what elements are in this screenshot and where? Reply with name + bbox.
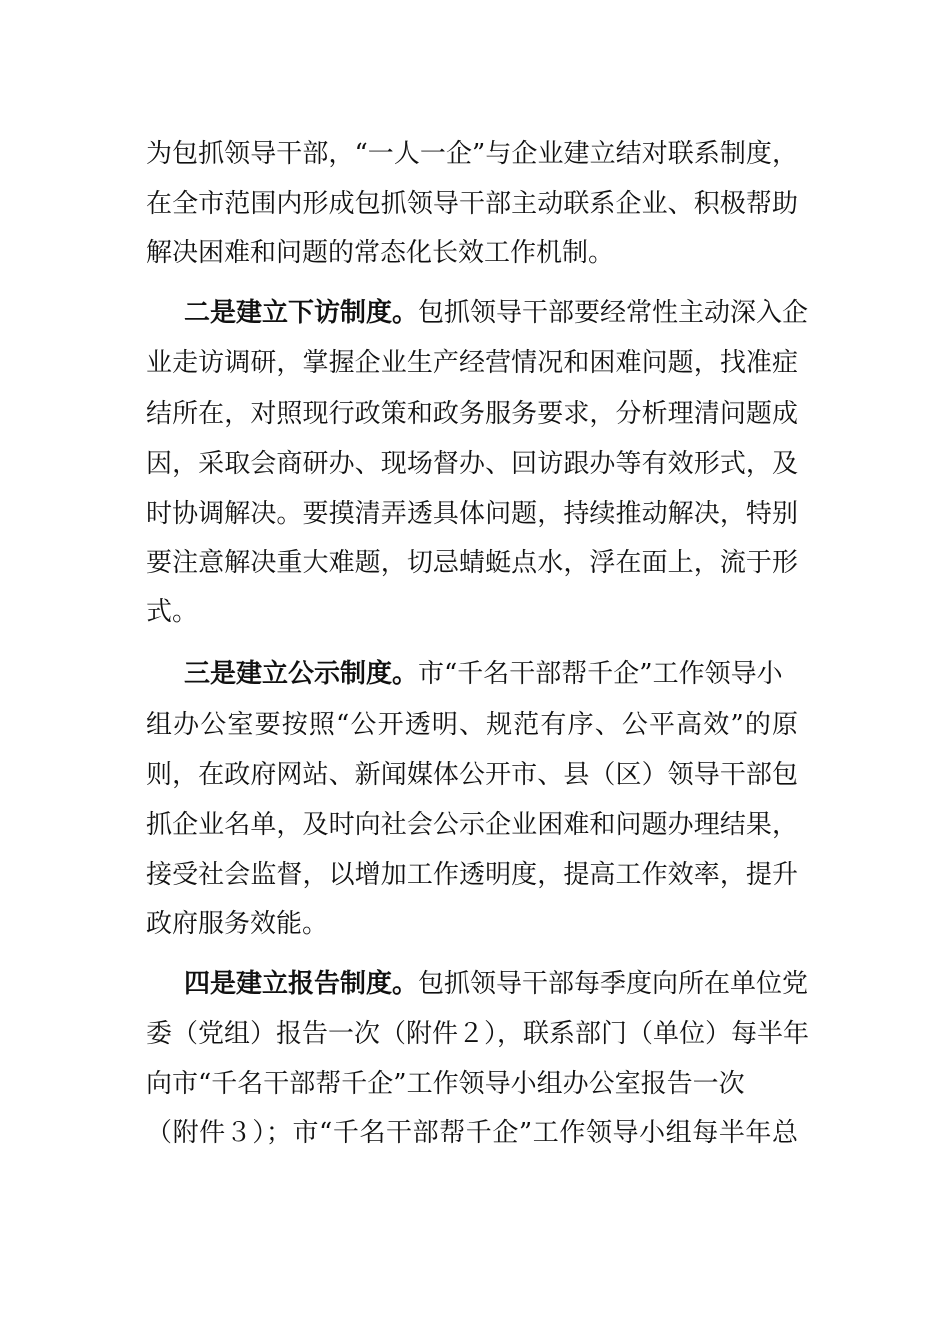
text-line: 因，采取会商研办、现场督办、回访跟办等有效形式，及 [146, 449, 798, 479]
text-line: 则，在政府网站、新闻媒体公开市、县（区）领导干部包 [146, 760, 798, 790]
text-line: 时协调解决。要摸清弄透具体问题，持续推动解决，特别 [146, 499, 798, 529]
paragraph-first-line [184, 964, 809, 1004]
text-line: 向市“千名干部帮千企”工作领导小组办公室报告一次 [146, 1069, 745, 1099]
text-line: （附件３）；市“千名干部帮千企”工作领导小组每半年总 [146, 1118, 798, 1148]
text-line: 抓企业名单，及时向社会公示企业困难和问题办理结果， [146, 810, 798, 840]
text-line: 为包抓领导干部，“一人一企”与企业建立结对联系制度， [146, 139, 798, 169]
text-run: 包抓领导干部每季度向所在单位党 [418, 969, 809, 999]
section-heading-publicity-system: 三是建立公示制度。 [184, 659, 419, 689]
text-line: 结所在，对照现行政策和政务服务要求，分析理清问题成 [146, 399, 798, 429]
text-line: 接受社会监督，以增加工作透明度，提高工作效率，提升 [146, 860, 798, 890]
paragraph-first-line [184, 293, 809, 333]
text-line: 业走访调研，掌握企业生产经营情况和困难问题，找准症 [146, 348, 798, 378]
text-run: 包抓领导干部要经常性主动深入企 [418, 298, 809, 328]
text-line: 解决困难和问题的常态化长效工作机制。 [146, 238, 615, 268]
text-line: 在全市范围内形成包抓领导干部主动联系企业、积极帮助 [146, 189, 798, 219]
section-heading-report-system: 四是建立报告制度。 [184, 969, 419, 999]
text-line: 委（党组）报告一次（附件２），联系部门（单位）每半年 [146, 1019, 810, 1049]
text-run: 市“千名干部帮千企”工作领导小 [418, 659, 783, 689]
text-line: 要注意解决重大难题，切忌蜻蜓点水，浮在面上，流于形 [146, 548, 798, 578]
text-line: 政府服务效能。 [146, 909, 329, 939]
text-line: 式。 [146, 597, 199, 627]
section-heading-visit-system: 二是建立下访制度。 [184, 298, 419, 328]
text-line: 组办公室要按照“公开透明、规范有序、公平高效”的原 [146, 710, 798, 740]
paragraph-first-line [184, 654, 798, 694]
